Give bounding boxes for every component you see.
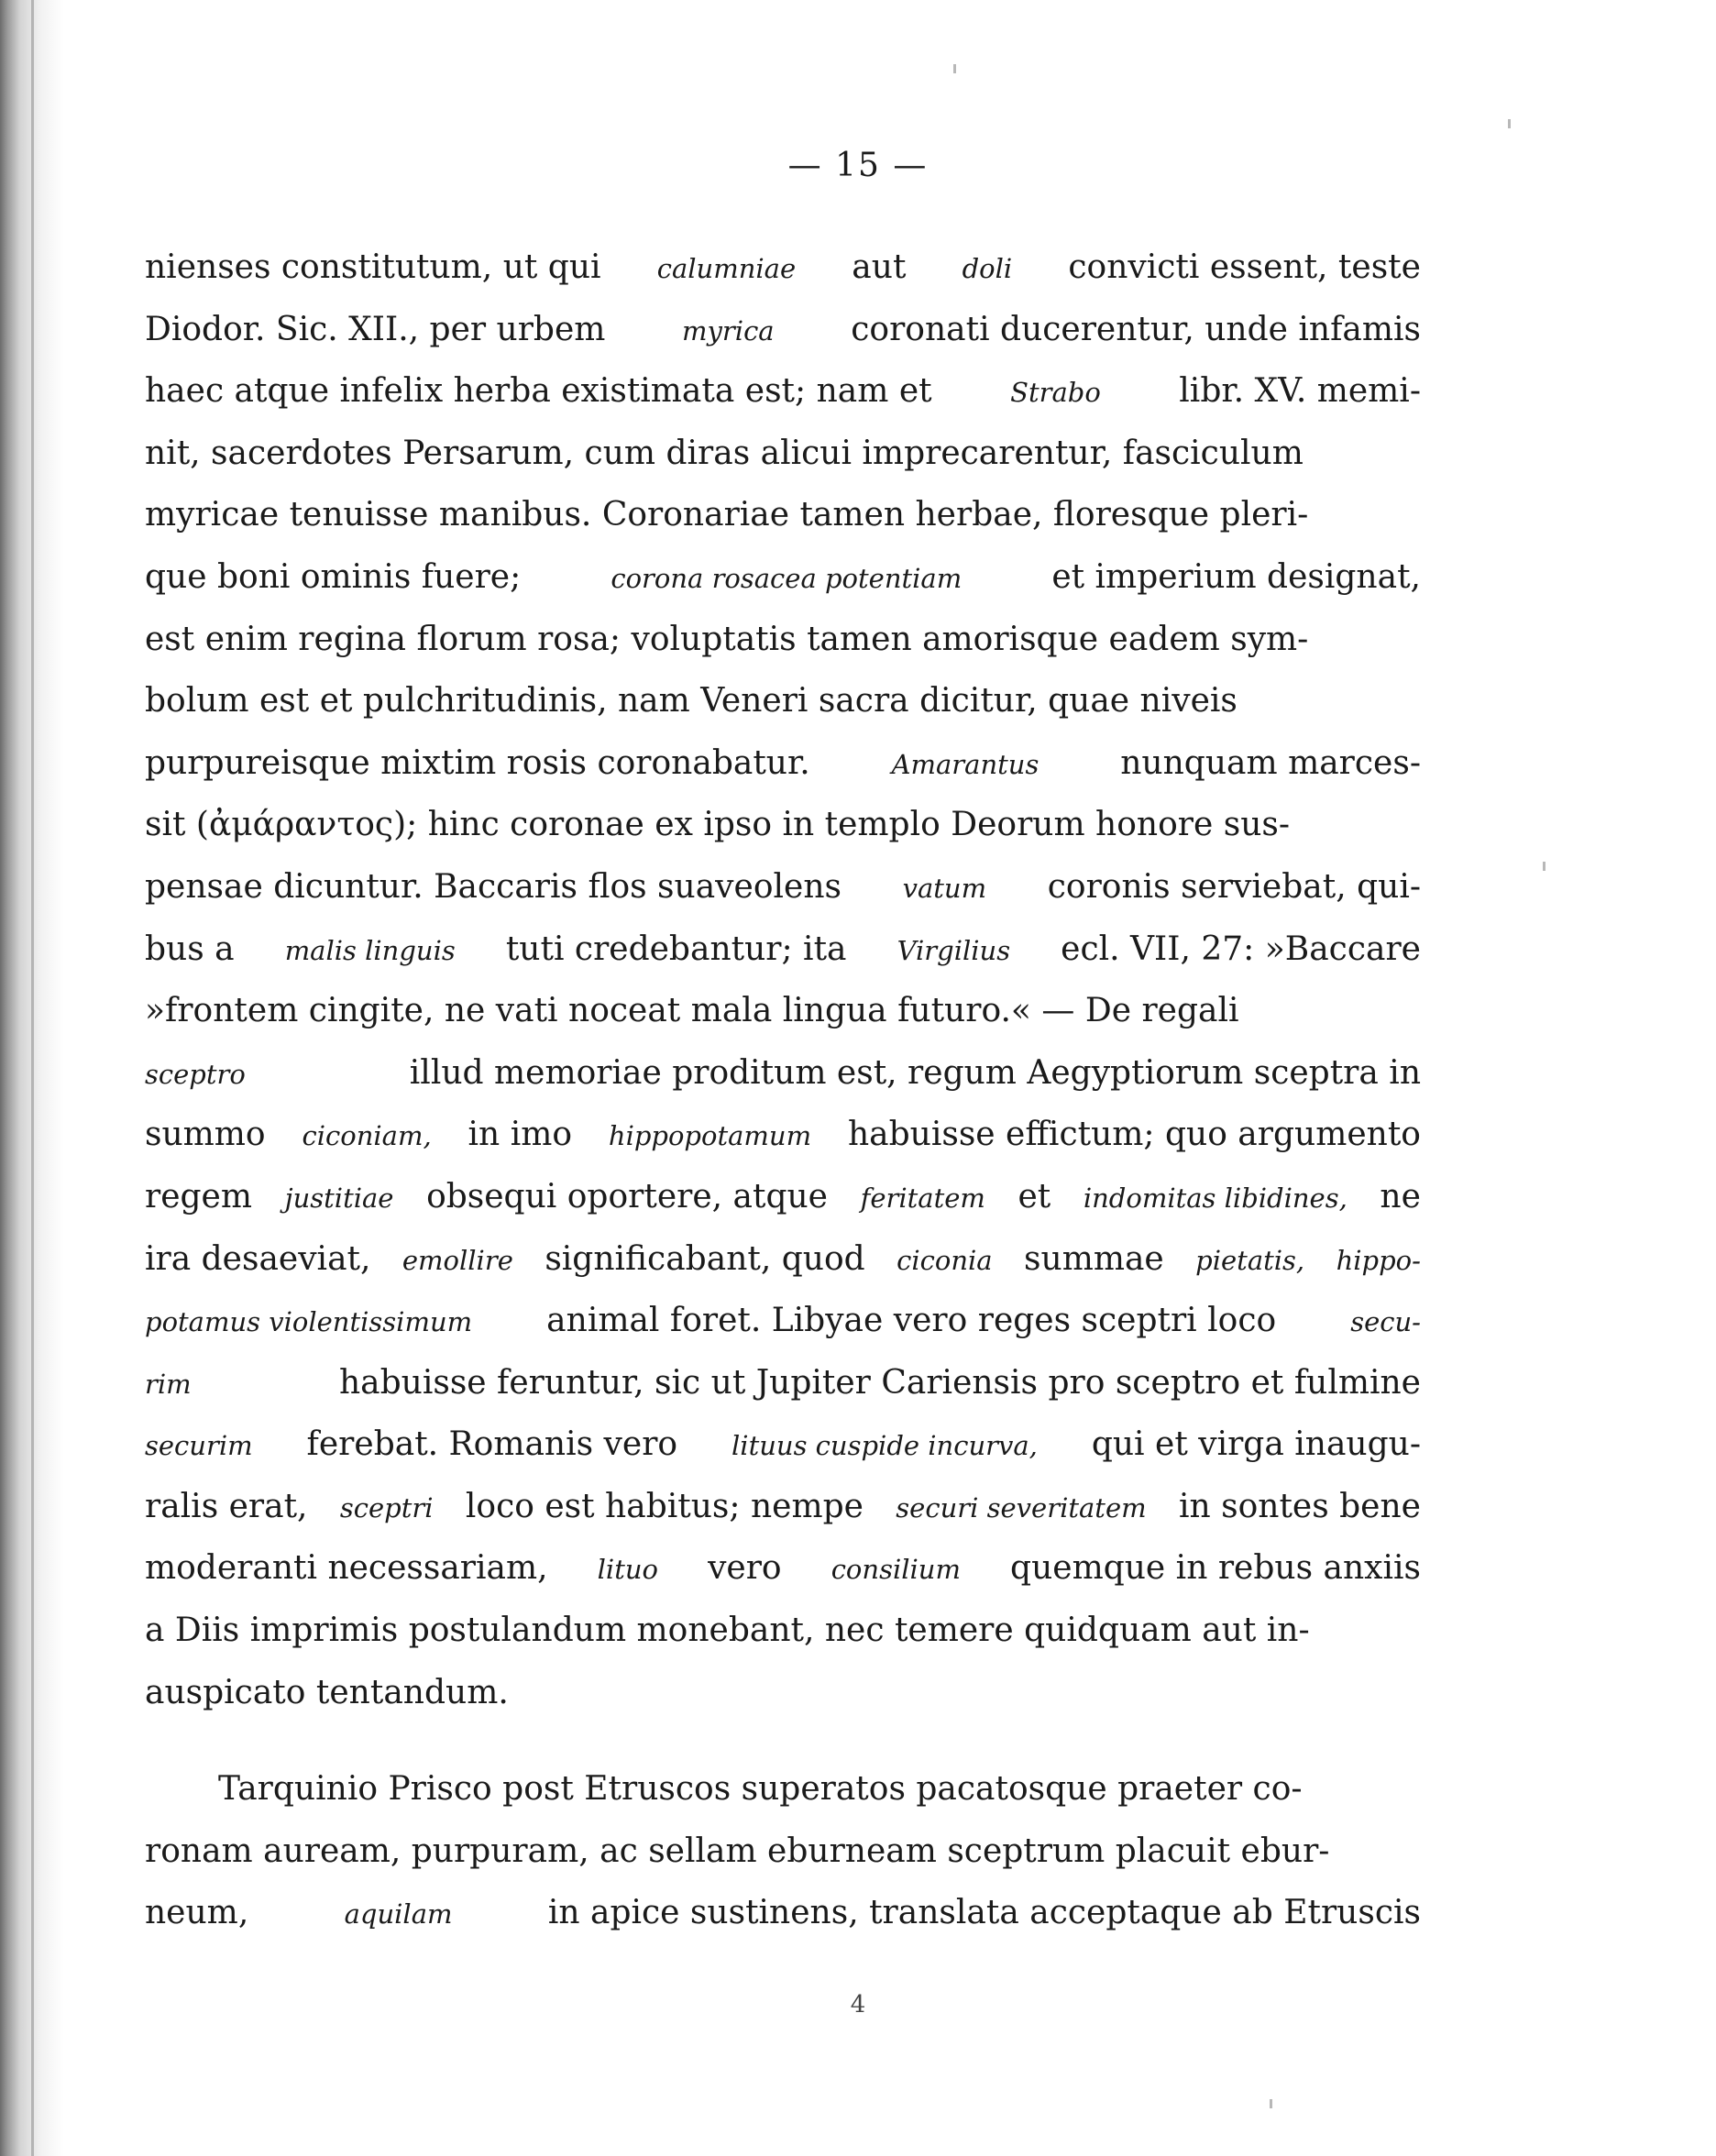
text-line: purpureisque mixtim rosis coronabatur. Amarantus nunquam marces- <box>145 743 1421 782</box>
paper-speck <box>1270 2099 1272 2108</box>
paper-speck <box>953 64 956 73</box>
text-line: a Diis imprimis postulandum monebant, nec temere quidquam aut in- <box>145 1612 1310 1650</box>
text-line: potamus violentissimum animal foret. Libyae vero reges sceptri loco secu- <box>145 1302 1421 1340</box>
text-line: sit (ἀμάραντος); hinc coronae ex ipso in templo Deorum honore sus- <box>145 806 1291 844</box>
text-line: auspicato tentandum. <box>145 1673 509 1711</box>
text-line: »frontem cingite, ne vati noceat mala lingua futuro.« — De regali <box>145 992 1239 1030</box>
text-line: sceptro illud memoriae proditum est, regum Aegyptiorum sceptra in <box>145 1053 1421 1092</box>
page-number: — 15 — <box>787 147 929 184</box>
text-line: neum, aquilam in apice sustinens, translata acceptaque ab Etruscis <box>145 1894 1421 1932</box>
text-line: myricae tenuisse manibus. Coronariae tamen herbae, floresque pleri- <box>145 496 1309 534</box>
text-line: bus a malis linguis tuti credebantur; ita Virgilius ecl. VII, 27: »Baccare <box>145 930 1421 968</box>
text-line: summo ciconiam, in imo hippopotamum habuisse effictum; quo argumento <box>145 1116 1421 1154</box>
body-text <box>145 236 1421 1944</box>
text-line: ira desaeviat, emollire significabant, quod ciconia summae pietatis, hippo- <box>145 1239 1421 1278</box>
text-line: haec atque infelix herba existimata est; nam et Strabo libr. XV. memi- <box>145 372 1421 411</box>
text-line: regem justitiae obsequi oportere, atque feritatem et indomitas libidines, ne <box>145 1177 1421 1216</box>
text-line: moderanti necessariam, lituo vero consilium quemque in rebus anxiis <box>145 1549 1421 1588</box>
paper-speck <box>1543 862 1546 871</box>
page-fold-line <box>31 0 34 2156</box>
paper-speck <box>1508 119 1511 128</box>
text-line: ralis erat, sceptri loco est habitus; nempe securi severitatem in sontes bene <box>145 1487 1421 1525</box>
text-line: pensae dicuntur. Baccaris flos suaveolens vatum coronis serviebat, qui- <box>145 867 1421 906</box>
text-line: que boni ominis fuere; corona rosacea potentiam et imperium designat, <box>145 557 1421 596</box>
text-line: Diodor. Sic. XII., per urbem myrica coronati ducerentur, unde infamis <box>145 310 1421 348</box>
text-line: rim habuisse feruntur, sic ut Jupiter Cariensis pro sceptro et fulmine <box>145 1363 1421 1402</box>
text-line: Tarquinio Prisco post Etruscos superatos pacatosque praeter co- <box>218 1770 1303 1809</box>
text-line: nienses constitutum, ut qui calumniae aut doli convicti essent, teste <box>145 248 1421 286</box>
text-line: nit, sacerdotes Persarum, cum diras alicui imprecarentur, fasciculum <box>145 434 1304 472</box>
signature-mark: 4 <box>850 1991 866 2018</box>
text-line: bolum est et pulchritudinis, nam Veneri sacra dicitur, quae niveis <box>145 682 1238 720</box>
text-line: ronam auream, purpuram, ac sellam eburneam sceptrum placuit ebur- <box>145 1832 1330 1870</box>
text-line: securim ferebat. Romanis vero lituus cuspide incurva, qui et virga inaugu- <box>145 1425 1421 1464</box>
text-line: est enim regina florum rosa; voluptatis tamen amorisque eadem sym- <box>145 620 1309 658</box>
paragraph-break <box>145 1723 1421 1758</box>
